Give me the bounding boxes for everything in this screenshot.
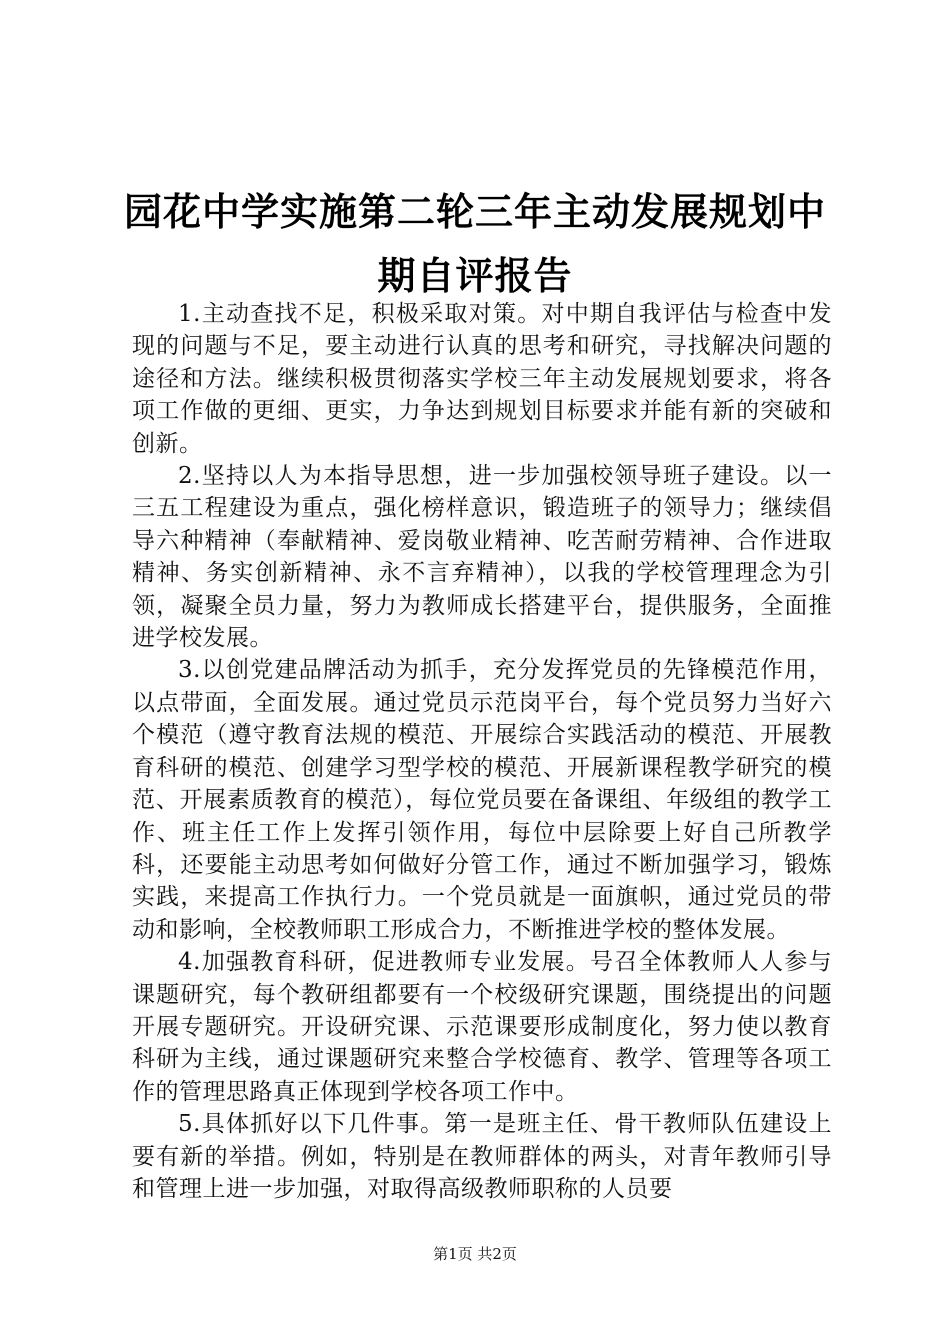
paragraph-3: 3.以创党建品牌活动为抓手，充分发挥党员的先锋模范作用，以点带面，全面发展。通过党员示范岗平台，每个党员努力当好六个模范（遵守教育法规的模范、开展综合实践活动的模范、开展教育科研的模范、创建学习型学校的模范、开展新课程教学研究的模范、开展素质教育的模范），每位党员要在备课组、年级组的教学工作、班主任工作上发挥引领作用，每位中层除要上好自己所教学科，还要能主动思考如何做好分管工作，通过不断加强学习，锻炼实践，来提高工作执行力。一个党员就是一面旗帜，通过党员的带动和影响，全校教师职工形成合力，不断推进学校的整体发展。 <box>132 657 832 943</box>
document-title: 园花中学实施第二轮三年主动发展规划中期自评报告 <box>123 189 826 298</box>
paragraph-5: 5.具体抓好以下几件事。第一是班主任、骨干教师队伍建设上要有新的举措。例如，特别是在教师群体的两头，对青年教师引导和管理上进一步加强，对取得高级教师职称的人员要 <box>132 1111 832 1202</box>
paragraph-2: 2.坚持以人为本指导思想，进一步加强校领导班子建设。以一三五工程建设为重点，强化榜样意识，锻造班子的领导力；继续倡导六种精神（奉献精神、爱岗敬业精神、吃苦耐劳精神、合作进取精神、务实创新精神、永不言弃精神），以我的学校管理理念为引领，凝聚全员力量，努力为教师成长搭建平台，提供服务，全面推进学校发展。 <box>132 463 832 652</box>
paragraph-1: 1.主动查找不足，积极采取对策。对中期自我评估与检查中发现的问题与不足，要主动进行认真的思考和研究，寻找解决问题的途径和方法。继续积极贯彻落实学校三年主动发展规划要求，将各项工作做的更细、更实，力争达到规划目标要求并能有新的突破和创新。 <box>132 301 832 457</box>
paragraph-4: 4.加强教育科研，促进教师专业发展。号召全体教师人人参与课题研究，每个教研组都要有一个校级研究课题，围绕提出的问题开展专题研究。开设研究课、示范课要形成制度化，努力使以教育科研为主线，通过课题研究来整合学校德育、教学、管理等各项工作的管理思路真正体现到学校各项工作中。 <box>132 949 832 1105</box>
document-body <box>132 298 832 1205</box>
page-footer: 第1页 共2页 <box>433 1245 517 1263</box>
